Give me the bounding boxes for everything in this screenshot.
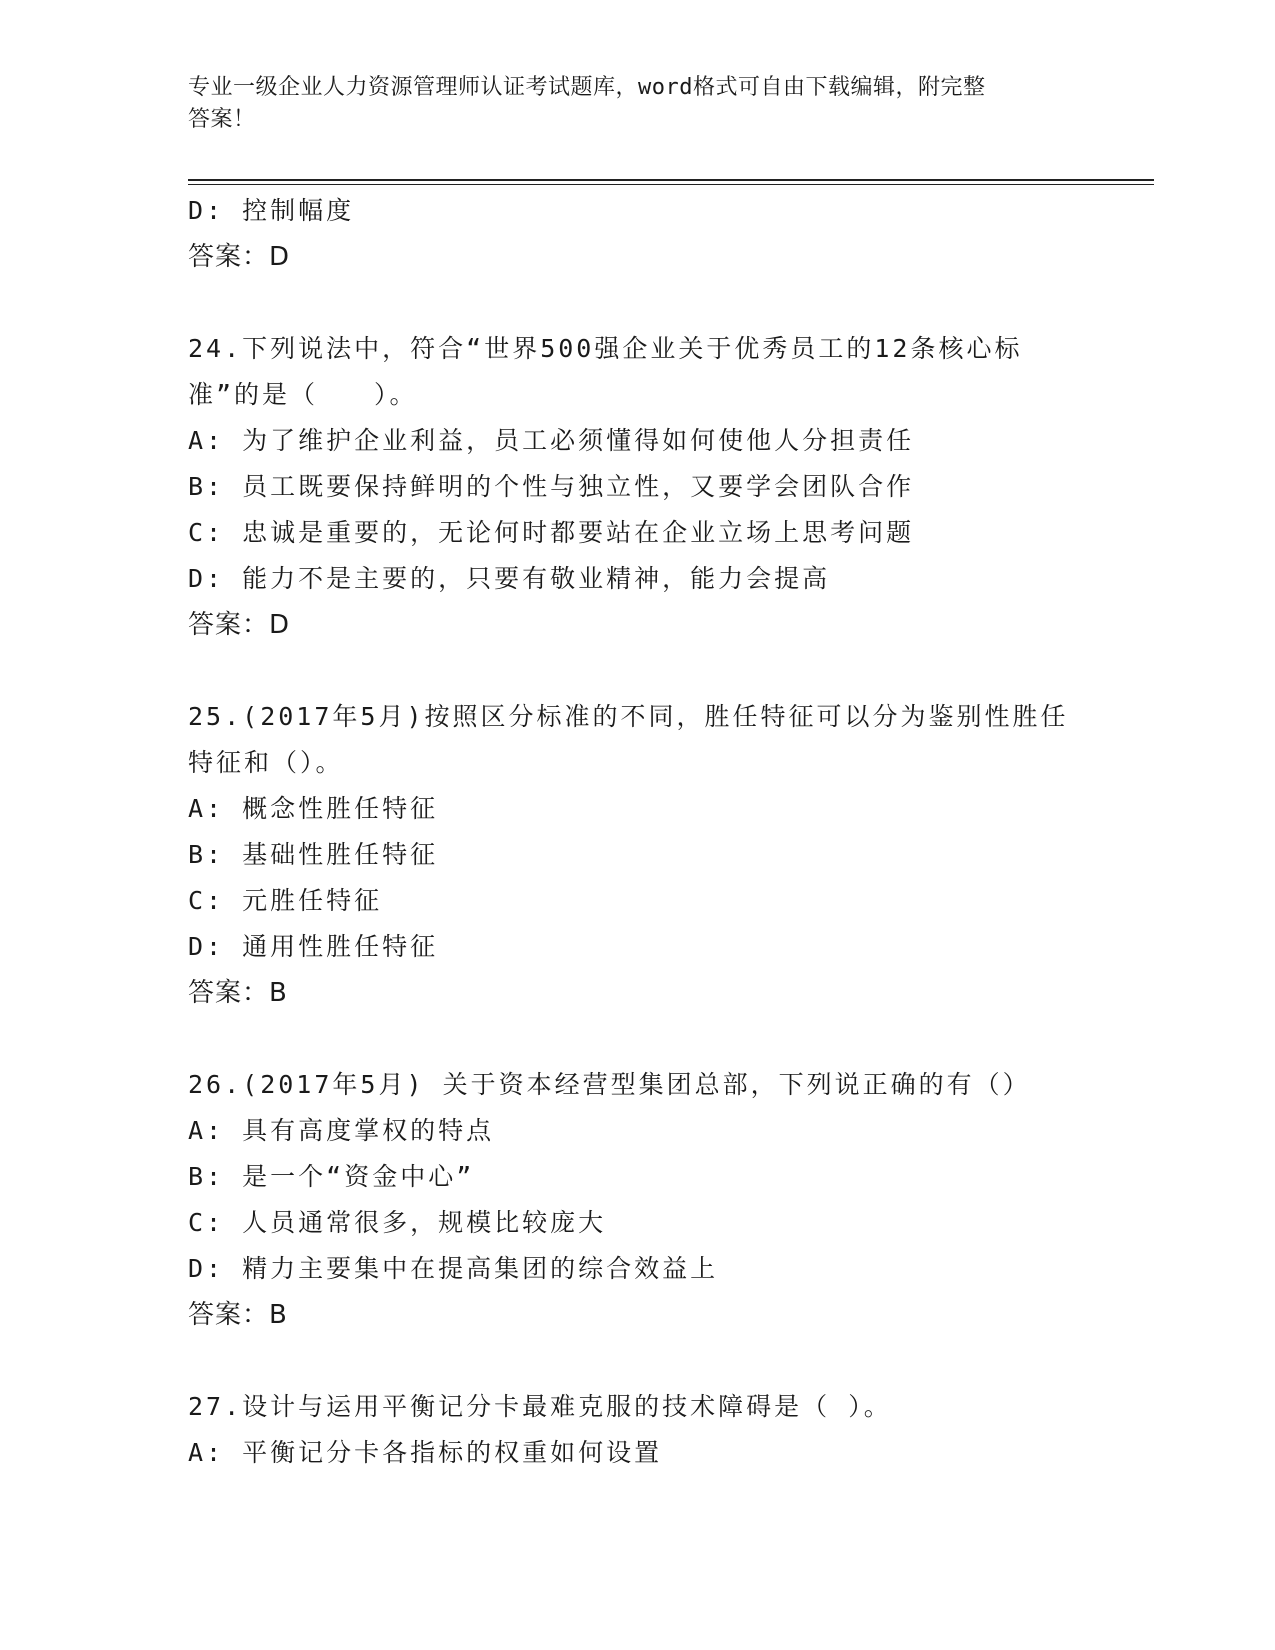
option-d: D: 控制幅度 [188, 196, 355, 225]
option-b: B: 基础性胜任特征 [188, 840, 439, 869]
answer: 答案：D [188, 242, 291, 272]
page-header [188, 72, 1088, 136]
option-d: D: 通用性胜任特征 [188, 932, 439, 961]
question-text-cont: 特征和（）。 [188, 748, 344, 777]
question-25 [188, 694, 1148, 1016]
option-a: A: 具有高度掌权的特点 [188, 1116, 495, 1145]
header-line-1: 专业一级企业人力资源管理师认证考试题库，word格式可自由下载编辑，附完整 [188, 75, 986, 100]
option-c: C: 人员通常很多，规模比较庞大 [188, 1208, 607, 1237]
question-27 [188, 1384, 1148, 1476]
option-a: A: 为了维护企业利益，员工必须懂得如何使他人分担责任 [188, 426, 915, 455]
header-rule-thick [188, 179, 1154, 181]
question-text: 27.设计与运用平衡记分卡最难克服的技术障碍是（ ）。 [188, 1392, 892, 1421]
question-text: 24.下列说法中，符合“世界500强企业关于优秀员工的12条核心标 [188, 334, 1023, 363]
question-content [188, 188, 1148, 1476]
header-line-2: 答案！ [188, 107, 256, 132]
header-rule-thin [188, 184, 1154, 185]
option-a: A: 概念性胜任特征 [188, 794, 439, 823]
question-text-cont: 准”的是（ ）。 [188, 380, 418, 409]
option-b: B: 员工既要保持鲜明的个性与独立性，又要学会团队合作 [188, 472, 915, 501]
answer: 答案：B [188, 978, 288, 1008]
question-text: 25.(2017年5月)按照区分标准的不同，胜任特征可以分为鉴别性胜任 [188, 702, 1069, 731]
option-c: C: 元胜任特征 [188, 886, 383, 915]
question-text: 26.(2017年5月) 关于资本经营型集团总部，下列说正确的有（） [188, 1070, 1031, 1099]
answer: 答案：B [188, 1300, 288, 1330]
option-d: D: 能力不是主要的，只要有敬业精神，能力会提高 [188, 564, 831, 593]
answer: 答案：D [188, 610, 291, 640]
question-26 [188, 1062, 1148, 1338]
option-d: D: 精力主要集中在提高集团的综合效益上 [188, 1254, 719, 1283]
option-a: A: 平衡记分卡各指标的权重如何设置 [188, 1438, 663, 1467]
option-c: C: 忠诚是重要的，无论何时都要站在企业立场上思考问题 [188, 518, 915, 547]
question-24 [188, 326, 1148, 648]
option-b: B: 是一个“资金中心” [188, 1162, 475, 1191]
